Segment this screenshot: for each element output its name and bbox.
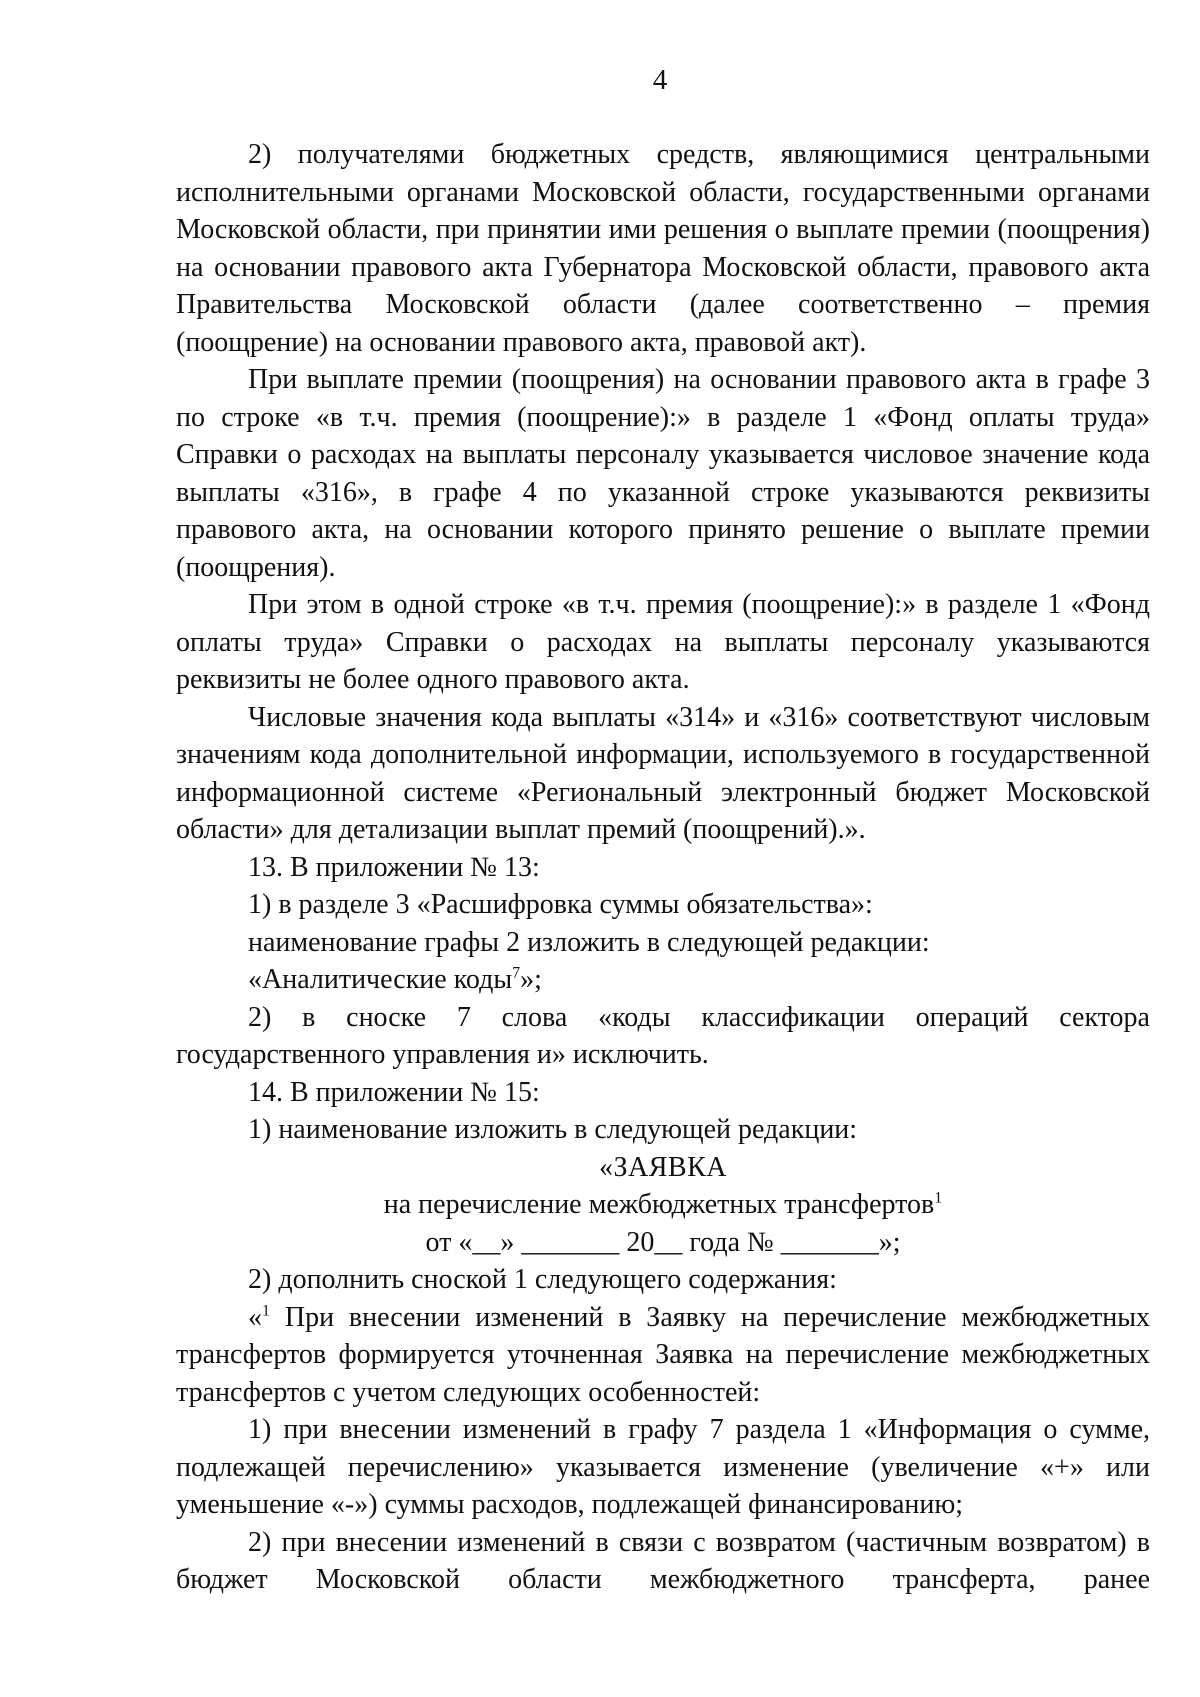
footnote-mark-1: 1	[934, 1189, 943, 1207]
paragraph-name-redaction: 1) наименование изложить в следующей редакции:	[248, 1114, 858, 1145]
paragraph-add-footnote: 2) дополнить сноской 1 следующего содержания:	[248, 1264, 837, 1295]
zayavka-date-line: от «__» _______ 20__ года № _______»;	[425, 1226, 901, 1258]
footnote-open-quote: «	[248, 1301, 262, 1333]
paragraph-bonus-payment: При выплате премии (поощрения) на основании правового акта в графе 3 по строке «в т.ч. премия (поощрение):» в разделе 1 «Фонд оплаты труда» Справки о расходах на выплаты персоналу указывается числовое значение кода выплаты «316», в графе 4 по указанной строке указываются реквизиты правового акта, на основании которого принято решение о выплате премии (поощрения).	[176, 364, 1150, 583]
paragraph-column-7-changes: 1) при внесении изменений в графу 7 раздела 1 «Информация о сумме, подлежащей перечислению» указывается изменение (увеличение «+» или уменьшение «-») суммы расходов, подлежащей финансированию;	[176, 1414, 1150, 1520]
paragraph-footnote-1-text	[176, 1299, 1150, 1412]
footnote-mark-1-inline: 1	[262, 1302, 270, 1320]
paragraph-analytic-codes	[176, 961, 1150, 999]
paragraph-item-2-recipients: 2) получателями бюджетных средств, являющимися центральными исполнительными органами Московской области, государственными органами Московской области, при принятии ими решения о выплате премии (поощрения) на основании правового акта Губернатора Московской области, правового акта Правительства Московской области (далее соответственно – премия (поощрение) на основании правового акта, правовой акт).	[176, 139, 1150, 358]
paragraph-one-line-rule: При этом в одной строке «в т.ч. премия (поощрение):» в разделе 1 «Фонд оплаты труда» Справки о расходах на выплаты персоналу указываются реквизиты не более одного правового акта.	[176, 589, 1150, 695]
zayavka-subtitle	[176, 1186, 1150, 1224]
zayavka-subtitle-text: на перечисление межбюджетных трансфертов	[383, 1189, 935, 1220]
footnote-1-body: При внесении изменений в Заявку на перечисление межбюджетных трансфертов формируется уточненная Заявка на перечисление межбюджетных трансфертов с учетом следующих особенностей:	[176, 1301, 1151, 1408]
paragraph-column-2-name: наименование графы 2 изложить в следующей редакции:	[248, 926, 930, 958]
analytic-codes-text: «Аналитические коды	[248, 964, 513, 995]
paragraph-appendix-13: 13. В приложении № 13:	[248, 851, 540, 883]
paragraph-footnote-7: 2) в сноске 7 слова «коды классификации операций сектора государственного управления и» исключить.	[176, 1001, 1150, 1070]
zayavka-title: «ЗАЯВКА	[599, 1151, 727, 1183]
page-number: 4	[652, 64, 668, 96]
document-body	[176, 136, 1150, 1599]
paragraph-refund-changes: 2) при внесении изменений в связи с возвратом (частичным возвратом) в бюджет Московской области межбюджетного трансферта, ранее	[176, 1526, 1150, 1595]
paragraph-appendix-15: 14. В приложении № 15:	[248, 1076, 540, 1108]
paragraph-payment-codes: Числовые значения кода выплаты «314» и «316» соответствуют числовым значениям кода дополнительной информации, используемого в государственной информационной системе «Региональный электронный бюджет Московской области» для детализации выплат премий (поощрений).».	[176, 701, 1150, 845]
footnote-mark-7: 7	[512, 964, 521, 982]
paragraph-section-3: 1) в разделе 3 «Расшифровка суммы обязательства»:	[248, 889, 873, 920]
analytic-codes-close: »;	[520, 964, 542, 995]
